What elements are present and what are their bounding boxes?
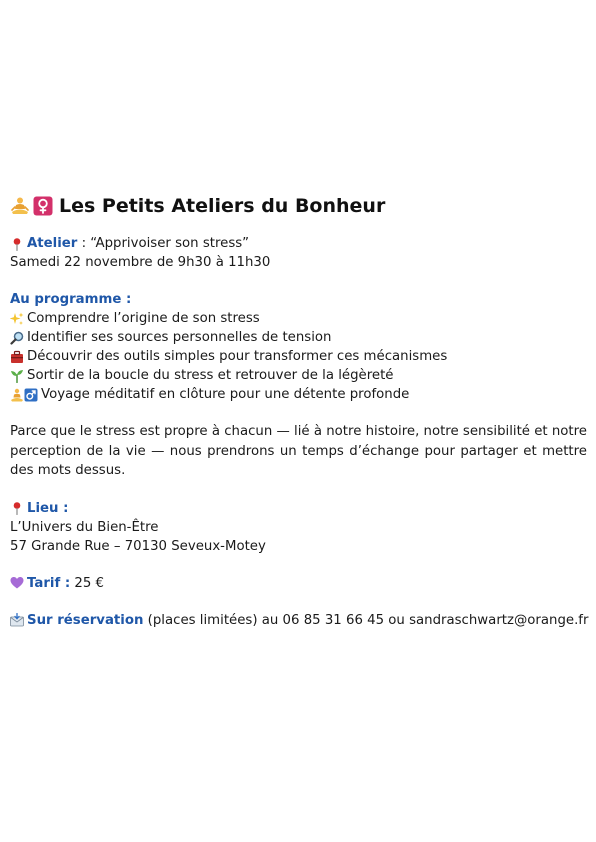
meditation-icon <box>10 388 24 402</box>
programme-item-text: Comprendre l’origine de son stress <box>27 311 260 326</box>
page-title: Les Petits Ateliers du Bonheur <box>59 195 386 217</box>
programme-item-text: Sortir de la boucle du stress et retrouver de la légèreté <box>27 368 394 383</box>
seedling-icon <box>10 369 24 383</box>
lieu-label: Lieu : <box>27 500 69 516</box>
reservation-label: Sur réservation <box>27 612 144 628</box>
male-sign-icon <box>24 388 38 402</box>
venue-name: L’Univers du Bien-Être <box>10 519 159 535</box>
event-date: Samedi 22 novembre de 9h30 à 11h30 <box>10 255 271 270</box>
pushpin-icon <box>10 501 24 515</box>
tarif-label: Tarif : <box>27 575 71 591</box>
tarif-line <box>10 574 587 593</box>
programme-item-text: Voyage méditatif en clôture pour une détente profonde <box>41 387 410 402</box>
programme-item <box>10 309 587 328</box>
toolbox-icon <box>10 350 24 364</box>
programme-item-text: Identifier ses sources personnelles de tension <box>27 330 332 345</box>
programme-label: Au programme : <box>10 292 132 307</box>
lieu-heading <box>10 499 587 518</box>
date-line <box>10 253 587 272</box>
purple-heart-icon <box>10 576 24 590</box>
programme-item <box>10 366 587 385</box>
programme-item-text: Découvrir des outils simples pour transformer ces mécanismes <box>27 349 448 364</box>
magnifier-icon <box>10 331 24 345</box>
document-page <box>10 192 587 630</box>
lieu-name-line <box>10 518 587 537</box>
programme-heading <box>10 290 587 309</box>
atelier-separator: : <box>77 236 91 251</box>
description-paragraph: Parce que le stress est propre à chacun — lié à notre histoire, notre sensibilité et notre perception de la vie — nous prendrons un temps d’échange pour partager et mettre des mots dessus. <box>10 424 587 478</box>
atelier-label: Atelier <box>27 236 78 251</box>
venue-address: 57 Grande Rue – 70130 Seveux-Motey <box>10 538 266 554</box>
programme-item <box>10 328 587 347</box>
title-row <box>10 192 587 220</box>
lieu-address-line <box>10 537 587 556</box>
programme-item <box>10 347 587 366</box>
reservation-details: (places limitées) au 06 85 31 66 45 ou sandraschwartz@orange.fr <box>143 612 589 628</box>
atelier-title: “Apprivoiser son stress” <box>90 236 250 251</box>
meditation-icon <box>10 196 30 216</box>
reservation-line <box>10 611 587 630</box>
tarif-value: 25 € <box>70 575 105 591</box>
programme-item <box>10 385 587 404</box>
sparkles-icon <box>10 312 24 326</box>
atelier-line <box>10 234 587 253</box>
envelope-with-arrow-icon <box>10 613 24 627</box>
pushpin-icon <box>10 237 24 251</box>
female-sign-icon <box>33 196 53 216</box>
